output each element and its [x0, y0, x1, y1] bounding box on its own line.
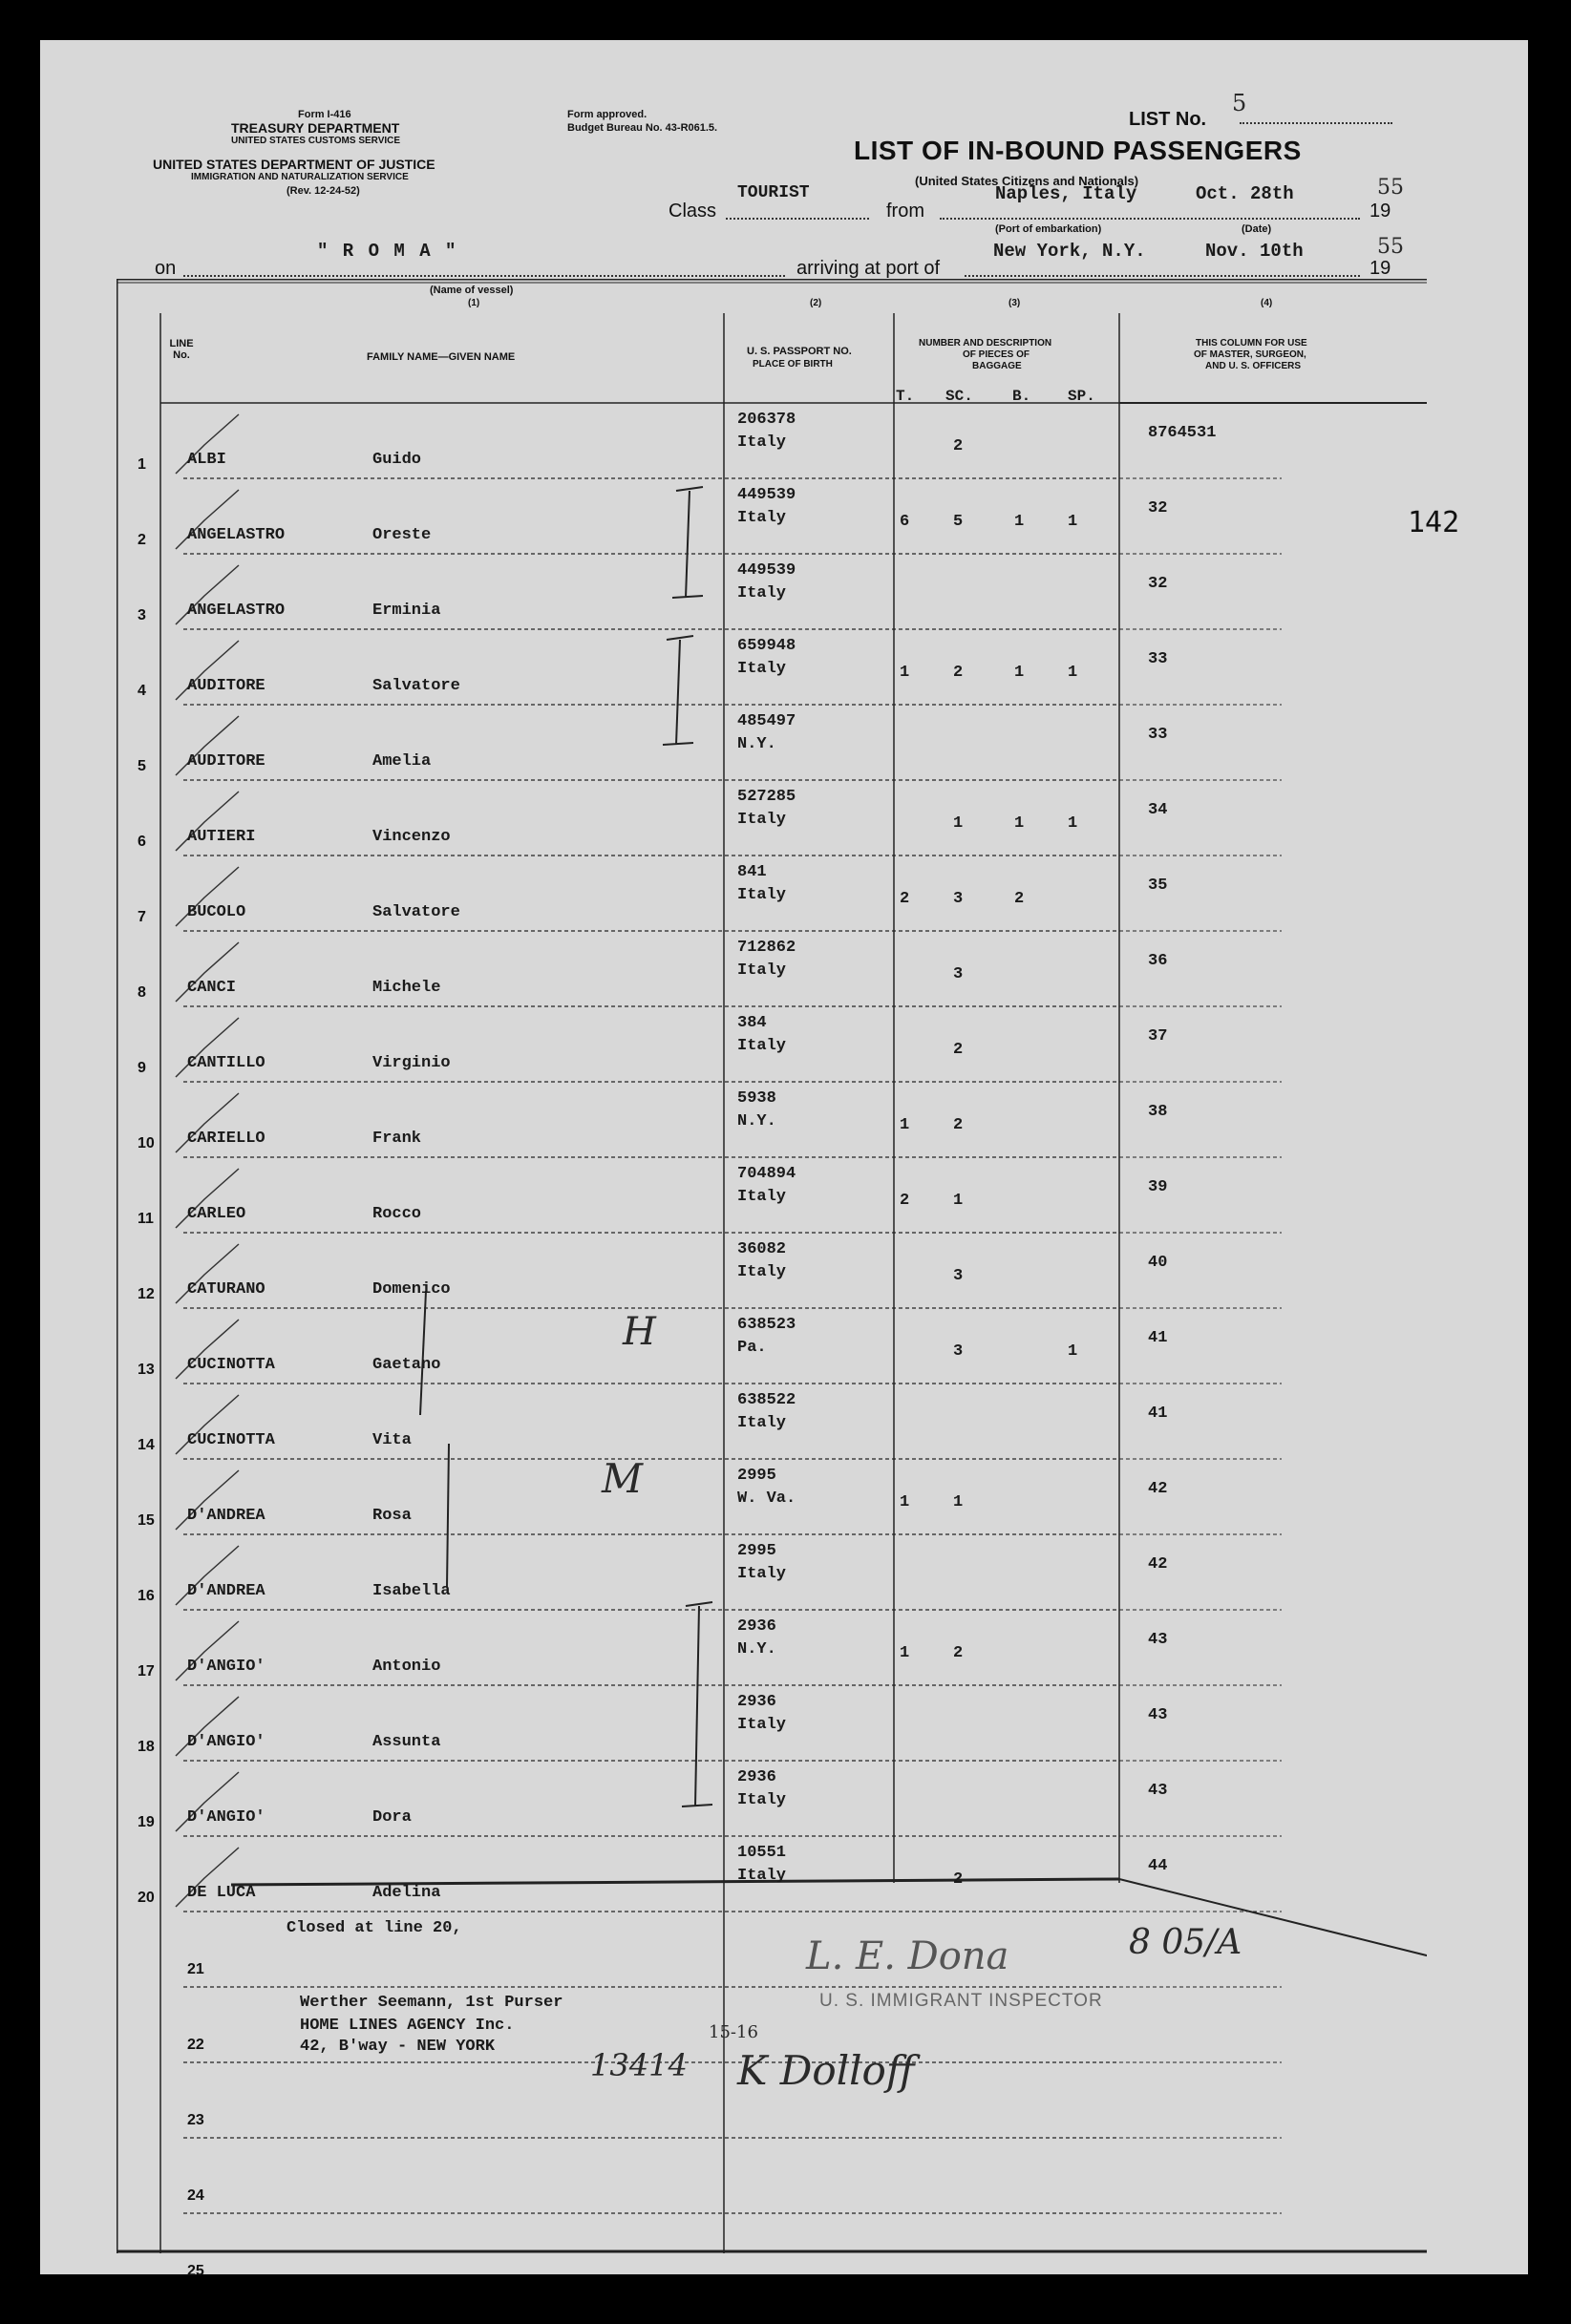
port-embarkation-label: (Port of embarkation)	[995, 223, 1102, 235]
family-name: CANCI	[187, 979, 237, 997]
agency-name: HOME LINES AGENCY Inc.	[300, 2017, 515, 2035]
given-name: Rosa	[372, 1507, 412, 1525]
baggage-b: 1	[1014, 814, 1025, 833]
line-number: 18	[138, 1739, 155, 1755]
family-name: D'ANGIO'	[187, 1808, 265, 1827]
vessel-line	[183, 275, 785, 277]
passport-number: 384	[737, 1014, 767, 1032]
ins-service: IMMIGRATION AND NATURALIZATION SERVICE	[191, 172, 409, 182]
col-2-number: (2)	[810, 298, 822, 308]
passport-number: 36082	[737, 1240, 787, 1258]
table-row	[117, 856, 1427, 931]
line-number: 1	[138, 456, 146, 473]
officer-column: 44	[1148, 1857, 1168, 1875]
given-name: Amelia	[372, 752, 432, 771]
baggage-sp: 1	[1068, 513, 1078, 531]
place-of-birth: Italy	[737, 1414, 787, 1432]
officer-column: 8764531	[1148, 424, 1217, 442]
passport-number: 2936	[737, 1693, 776, 1711]
table-row	[117, 554, 1427, 629]
given-name: Domenico	[372, 1280, 451, 1299]
on-label: on	[155, 258, 177, 279]
line-number: 4	[138, 683, 146, 699]
line-number: 20	[138, 1890, 155, 1906]
justice-department: UNITED STATES DEPARTMENT OF JUSTICE	[153, 157, 435, 172]
baggage-sp: 1	[1068, 1342, 1078, 1361]
officer-column: 42	[1148, 1555, 1168, 1574]
officer-column: 43	[1148, 1782, 1168, 1800]
family-name: BUCOLO	[187, 903, 246, 921]
given-name: Isabella	[372, 1582, 451, 1600]
passport-number: 527285	[737, 788, 796, 806]
place-of-birth: Italy	[737, 509, 787, 527]
officer-column: 40	[1148, 1254, 1168, 1272]
arrival-line	[965, 275, 1360, 277]
passport-number: 449539	[737, 561, 796, 580]
from-year: 55	[1377, 176, 1404, 200]
family-name: ANGELASTRO	[187, 526, 286, 544]
officer-column: 35	[1148, 877, 1168, 895]
given-name: Michele	[372, 979, 441, 997]
family-name: ALBI	[187, 451, 226, 469]
place-of-birth: Italy	[737, 1263, 787, 1281]
family-name: CARLEO	[187, 1205, 246, 1223]
line-number: 11	[138, 1211, 154, 1227]
given-name: Salvatore	[372, 903, 460, 921]
table-row	[117, 705, 1427, 780]
line-number: 2	[138, 532, 146, 548]
arrival-year: 55	[1377, 235, 1404, 259]
baggage-t: 2	[900, 1192, 910, 1210]
line-number: 14	[138, 1437, 155, 1453]
officer-column: 39	[1148, 1178, 1168, 1196]
passport-number: 2936	[737, 1617, 776, 1636]
given-name: Frank	[372, 1130, 422, 1148]
family-name: D'ANGIO'	[187, 1733, 265, 1751]
family-name: AUTIERI	[187, 828, 256, 846]
passport-number: 638522	[737, 1391, 796, 1409]
agency-address: 42, B'way - NEW YORK	[300, 2038, 496, 2056]
passport-number: 5938	[737, 1089, 776, 1108]
from-date: Oct. 28th	[1196, 183, 1294, 204]
passport-number: 2995	[737, 1542, 776, 1560]
table-row	[117, 931, 1427, 1006]
family-name: CATURANO	[187, 1280, 265, 1299]
arrival-port: New York, N.Y.	[993, 241, 1146, 262]
family-name: AUDITORE	[187, 677, 265, 695]
table-row	[117, 1157, 1427, 1233]
passport-number: 704894	[737, 1165, 796, 1183]
line-number: 16	[138, 1588, 155, 1604]
customs-service: UNITED STATES CUSTOMS SERVICE	[231, 136, 401, 146]
place-of-birth: Italy	[737, 433, 787, 452]
line-number: 13	[138, 1362, 155, 1378]
table-row	[117, 1006, 1427, 1082]
passport-number: 712862	[737, 939, 796, 957]
place-of-birth: Italy	[737, 1716, 787, 1734]
officer-column: 37	[1148, 1027, 1168, 1046]
given-name: Assunta	[372, 1733, 441, 1751]
table-row	[117, 1082, 1427, 1157]
family-name: AUDITORE	[187, 752, 265, 771]
passport-number: 2936	[737, 1768, 776, 1786]
form-number: Form I-416	[298, 109, 351, 120]
baggage-sc: 3	[953, 965, 964, 983]
line-number: 10	[138, 1135, 155, 1151]
officer-column: 41	[1148, 1405, 1168, 1423]
table-row	[117, 780, 1427, 856]
family-name: ANGELASTRO	[187, 602, 286, 620]
place-of-birth: Pa.	[737, 1339, 767, 1357]
line-number: 19	[138, 1814, 155, 1830]
family-name: CUCINOTTA	[187, 1431, 275, 1449]
given-name: Adelina	[372, 1884, 441, 1902]
baggage-sc: 1	[953, 1192, 964, 1210]
place-of-birth: Italy	[737, 886, 787, 904]
given-name: Salvatore	[372, 677, 460, 695]
baggage-code-b: B.	[1012, 388, 1031, 405]
baggage-t: 1	[900, 1644, 910, 1662]
officer-column: 32	[1148, 575, 1168, 593]
baggage-code-sp: SP.	[1068, 388, 1095, 405]
given-name: Virginio	[372, 1054, 451, 1072]
line-number: 25	[187, 2263, 204, 2279]
mark-line-15: M	[602, 1455, 644, 1502]
form-revision: (Rev. 12-24-52)	[287, 185, 360, 197]
family-name: DE LUCA	[187, 1884, 256, 1902]
officer-column: 43	[1148, 1706, 1168, 1724]
header-baggage-3: BAGGAGE	[972, 361, 1022, 371]
line-number: 3	[138, 607, 146, 623]
passenger-table	[117, 279, 1427, 2279]
table-row	[117, 1685, 1427, 1761]
baggage-t: 2	[900, 890, 910, 908]
place-of-birth: N.Y.	[737, 735, 776, 753]
baggage-sc: 3	[953, 1342, 964, 1361]
baggage-t: 1	[900, 1116, 910, 1134]
handwritten-small: 15-16	[709, 2022, 758, 2042]
officer-column: 34	[1148, 801, 1168, 819]
form-approved: Form approved.	[567, 109, 648, 120]
place-of-birth: Italy	[737, 1188, 787, 1206]
baggage-sc: 2	[953, 664, 964, 682]
passport-number: 485497	[737, 712, 796, 730]
baggage-t: 1	[900, 664, 910, 682]
list-number: 5	[1232, 90, 1247, 116]
line-number: 17	[138, 1663, 155, 1680]
header-officers-2: OF MASTER, SURGEON,	[1194, 349, 1306, 360]
line-number: 7	[138, 909, 146, 925]
baggage-b: 1	[1014, 664, 1025, 682]
header-baggage-2: OF PIECES OF	[963, 349, 1030, 360]
table-row	[117, 1534, 1427, 1610]
baggage-sp: 1	[1068, 664, 1078, 682]
mark-line-13: H	[623, 1310, 656, 1354]
table-row	[117, 1610, 1427, 1685]
place-of-birth: N.Y.	[737, 1640, 776, 1658]
second-signature: K Dolloff	[737, 2047, 915, 2094]
page-subtitle: (United States Citizens and Nationals)	[915, 174, 1139, 188]
place-of-birth: Italy	[737, 1037, 787, 1055]
given-name: Rocco	[372, 1205, 422, 1223]
given-name: Vita	[372, 1431, 412, 1449]
baggage-sc: 2	[953, 1116, 964, 1134]
place-of-birth: Italy	[737, 961, 787, 980]
line-number: 5	[138, 758, 146, 774]
vessel-name: " R O M A "	[317, 241, 458, 262]
baggage-sc: 2	[953, 1870, 964, 1889]
baggage-b: 1	[1014, 513, 1025, 531]
page-title: LIST OF IN-BOUND PASSENGERS	[854, 136, 1302, 165]
from-line	[940, 218, 1360, 220]
passport-number: 449539	[737, 486, 796, 504]
officer-column: 36	[1148, 952, 1168, 970]
handwritten-number: 13414	[590, 2047, 688, 2083]
officer-column: 41	[1148, 1329, 1168, 1347]
closed-note: Closed at line 20,	[287, 1919, 462, 1937]
given-name: Erminia	[372, 602, 441, 620]
table-row	[117, 1836, 1427, 1912]
arrival-year-prefix: 19	[1369, 258, 1391, 279]
date-label: (Date)	[1242, 223, 1272, 235]
table-row	[117, 1308, 1427, 1384]
treasury-department: TREASURY DEPARTMENT	[231, 120, 400, 136]
from-year-prefix: 19	[1369, 201, 1391, 222]
table-row	[117, 1233, 1427, 1308]
baggage-code-t: T.	[896, 388, 915, 405]
passport-number: 638523	[737, 1316, 796, 1334]
baggage-sc: 1	[953, 1493, 964, 1511]
place-of-birth: Italy	[737, 1791, 787, 1809]
baggage-sc: 2	[953, 437, 964, 455]
list-number-line	[1240, 122, 1392, 124]
baggage-sp: 1	[1068, 814, 1078, 833]
arrival-date: Nov. 10th	[1205, 241, 1304, 262]
table-row	[117, 629, 1427, 705]
family-name: D'ANGIO'	[187, 1658, 265, 1676]
family-name: CUCINOTTA	[187, 1356, 275, 1374]
col-3-number: (3)	[1008, 298, 1021, 308]
from-label: from	[886, 201, 924, 222]
passport-number: 2995	[737, 1467, 776, 1485]
passport-number: 10551	[737, 1844, 787, 1862]
family-name: D'ANDREA	[187, 1582, 265, 1600]
family-name: D'ANDREA	[187, 1507, 265, 1525]
passport-number: 206378	[737, 411, 796, 429]
baggage-sc: 5	[953, 513, 964, 531]
passport-number: 659948	[737, 637, 796, 655]
line-number: 24	[187, 2187, 204, 2204]
family-name: CARIELLO	[187, 1130, 265, 1148]
header-line-no: LINE No.	[169, 338, 194, 361]
family-name: CANTILLO	[187, 1054, 265, 1072]
baggage-t: 6	[900, 513, 910, 531]
baggage-sc: 2	[953, 1041, 964, 1059]
officer-column: 33	[1148, 726, 1168, 744]
line-number: 6	[138, 834, 146, 850]
line-number: 15	[138, 1512, 155, 1529]
header-officers-1: THIS COLUMN FOR USE	[1196, 338, 1307, 349]
passport-number: 841	[737, 863, 767, 881]
margin-number: 142	[1408, 506, 1460, 539]
stamp-code: 8 05/A	[1129, 1923, 1242, 1962]
officer-column: 42	[1148, 1480, 1168, 1498]
baggage-code-sc: SC.	[945, 388, 973, 405]
baggage-t: 1	[900, 1493, 910, 1511]
inspector-label: U. S. IMMIGRANT INSPECTOR	[819, 1991, 1103, 2011]
place-of-birth: Italy	[737, 584, 787, 602]
place-of-birth: Italy	[737, 660, 787, 678]
header-passport: U. S. PASSPORT NO.	[747, 346, 852, 357]
place-of-birth: Italy	[737, 811, 787, 829]
place-of-birth: N.Y.	[737, 1112, 776, 1130]
place-of-birth: Italy	[737, 1867, 787, 1885]
officer-column: 32	[1148, 499, 1168, 518]
line-number: 22	[187, 2037, 204, 2053]
given-name: Gaetano	[372, 1356, 441, 1374]
baggage-sc: 1	[953, 814, 964, 833]
officer-column: 33	[1148, 650, 1168, 668]
line-number: 21	[187, 1961, 204, 1977]
baggage-sc: 3	[953, 890, 964, 908]
officer-column: 38	[1148, 1103, 1168, 1121]
class-value: TOURIST	[737, 183, 810, 202]
baggage-sc: 2	[953, 1644, 964, 1662]
class-line	[726, 218, 869, 220]
header-birth: PLACE OF BIRTH	[753, 359, 833, 370]
header-baggage-1: NUMBER AND DESCRIPTION	[919, 338, 1052, 349]
list-label: LIST No.	[1129, 109, 1207, 130]
header-officers-3: AND U. S. OFFICERS	[1205, 361, 1302, 371]
class-label: Class	[669, 201, 717, 222]
purser-name: Werther Seemann, 1st Purser	[300, 1994, 563, 2012]
header-name: FAMILY NAME—GIVEN NAME	[367, 351, 516, 363]
line-number: 23	[187, 2112, 204, 2128]
table-row	[117, 1459, 1427, 1534]
baggage-sc: 3	[953, 1267, 964, 1285]
given-name: Vincenzo	[372, 828, 451, 846]
from-port: Naples, Italy	[995, 183, 1137, 204]
given-name: Guido	[372, 451, 422, 469]
given-name: Dora	[372, 1808, 412, 1827]
given-name: Oreste	[372, 526, 432, 544]
place-of-birth: Italy	[737, 1565, 787, 1583]
arriving-label: arriving at port of	[796, 258, 941, 279]
col-4-number: (4)	[1261, 298, 1273, 308]
place-of-birth: W. Va.	[737, 1489, 796, 1508]
inspector-signature: L. E. Dona	[806, 1934, 1009, 1978]
officer-column: 43	[1148, 1631, 1168, 1649]
line-number: 12	[138, 1286, 155, 1302]
line-number: 8	[138, 984, 146, 1001]
table-row	[117, 403, 1427, 478]
col-1-number: (1)	[468, 298, 480, 308]
baggage-b: 2	[1014, 890, 1025, 908]
table-row	[117, 478, 1427, 554]
table-row	[117, 1761, 1427, 1836]
given-name: Antonio	[372, 1658, 441, 1676]
table-row	[117, 1384, 1427, 1459]
vessel-caption: (Name of vessel)	[430, 285, 514, 296]
budget-bureau: Budget Bureau No. 43-R061.5.	[567, 122, 718, 134]
line-number: 9	[138, 1060, 146, 1076]
